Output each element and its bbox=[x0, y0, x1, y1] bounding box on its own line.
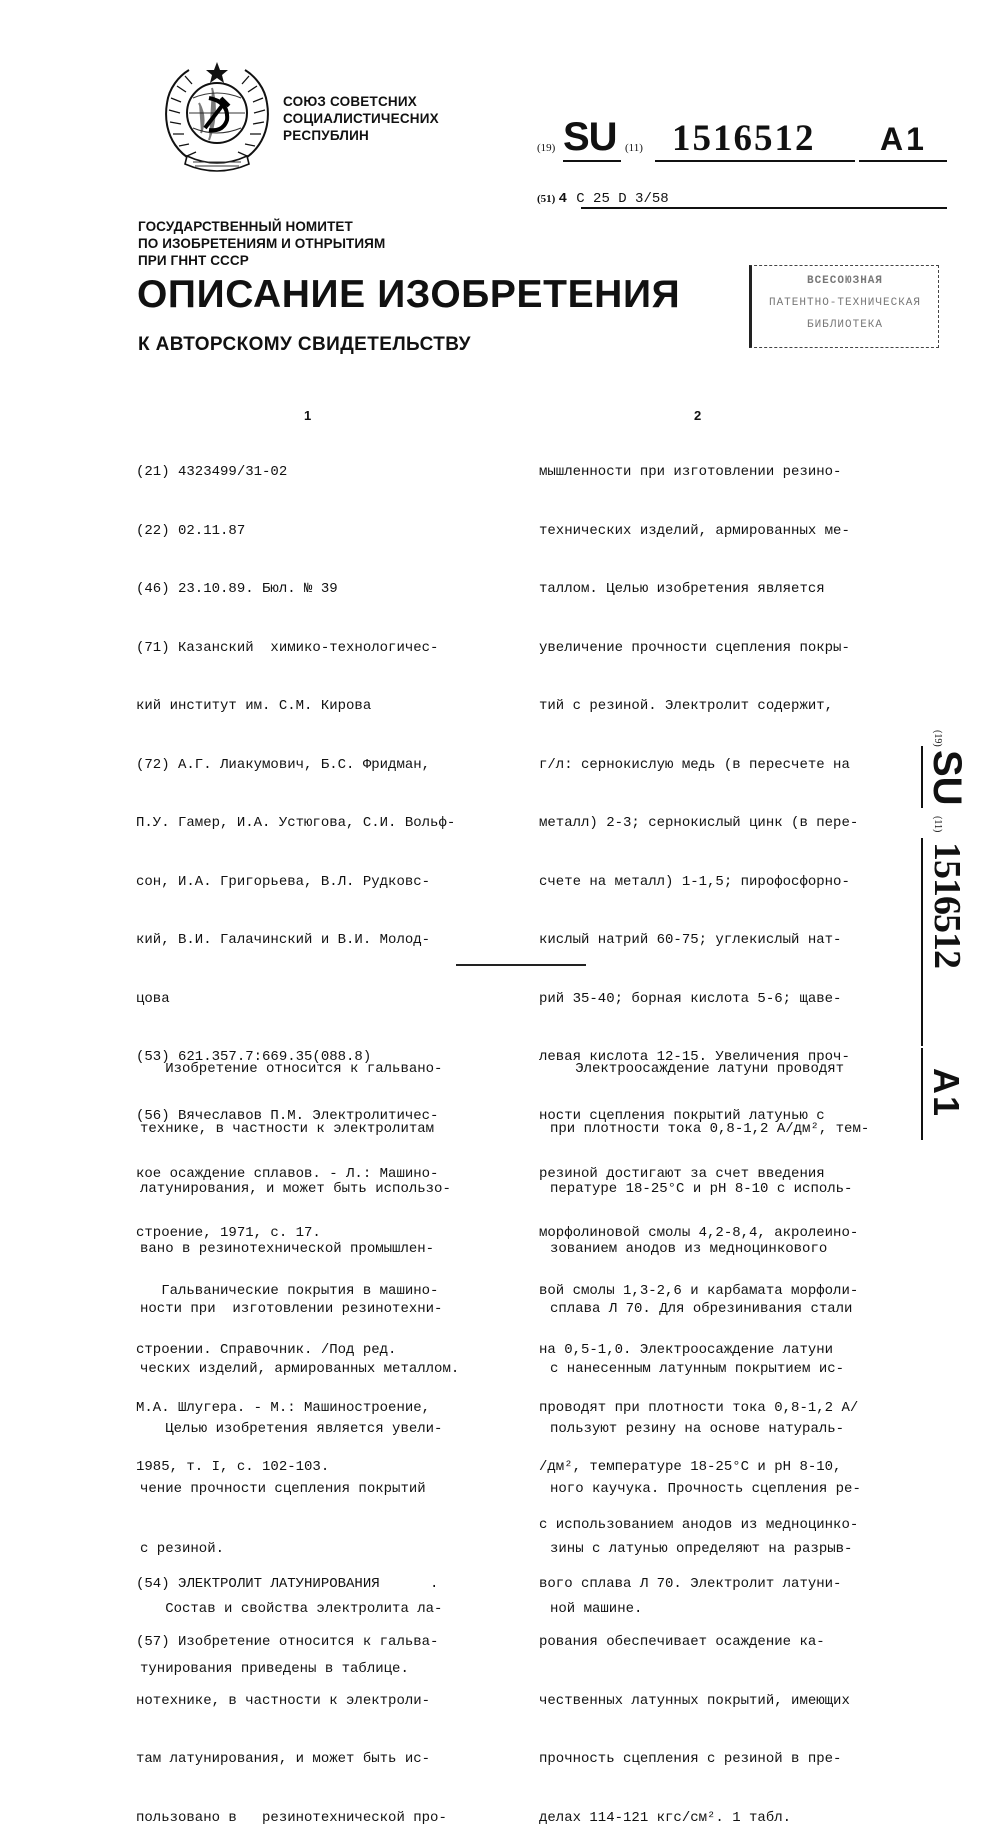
text-line: ческих изделий, армированных металлом. bbox=[140, 1361, 460, 1377]
text-line: (53) 621.357.7:669.35(088.8) bbox=[136, 1049, 372, 1065]
text-line: левая кислота 12-15. Увеличения проч- bbox=[539, 1049, 850, 1065]
text-line: с нанесенным латунным покрытием ис- bbox=[550, 1361, 845, 1377]
text-line: тунирования приведены в таблице. bbox=[140, 1661, 409, 1677]
text-line: кислый натрий 60-75; углекислый нат- bbox=[539, 932, 842, 948]
text-line: М.А. Шлугера. - М.: Машиностроение, bbox=[136, 1400, 431, 1416]
text-line: при плотности тока 0,8-1,2 А/дм², тем- bbox=[550, 1121, 870, 1137]
text-line: 1985, т. I, с. 102-103. bbox=[136, 1458, 330, 1475]
side-number-label: (11) bbox=[932, 816, 943, 833]
text-line: технике, в частности к электролитам bbox=[140, 1121, 435, 1137]
country-line: РЕСПУБЛИН bbox=[283, 128, 369, 143]
country-code: SU bbox=[563, 115, 617, 159]
text-line: увеличение прочности сцепления покры- bbox=[539, 639, 850, 656]
text-line: морфолиновой смолы 4,2-8,4, акролеино- bbox=[539, 1224, 859, 1241]
text-line: вано в резинотехнической промышлен- bbox=[140, 1241, 435, 1257]
text-line: (56) Вячеславов П.М. Электролитичес- bbox=[136, 1107, 439, 1124]
committee-line: ПРИ ГННТ СССР bbox=[138, 253, 249, 268]
country-line: СОЦИАЛИСТИЧЕСНИХ bbox=[283, 111, 439, 126]
underline bbox=[921, 838, 923, 1046]
text-line: ности сцепления покрытий латунью с bbox=[539, 1107, 825, 1124]
text-line: резиной достигают за счет введения bbox=[539, 1166, 825, 1182]
text-line: металл) 2-3; сернокислый цинк (в пере- bbox=[539, 815, 859, 831]
text-line: ного каучука. Прочность сцепления ре- bbox=[550, 1481, 861, 1497]
description-column-right bbox=[550, 1019, 869, 1639]
ussr-emblem-icon bbox=[157, 58, 277, 178]
text-line: (46) 23.10.89. Бюл. № 39 bbox=[136, 581, 338, 597]
ipc-code: C 25 D 3/58 bbox=[576, 191, 669, 207]
description-column-left bbox=[140, 1019, 459, 1699]
text-line: г/л: сернокислую медь (в пересчете на bbox=[539, 756, 850, 773]
text-line: мышленности при изготовлении резино- bbox=[539, 464, 842, 480]
ipc-label: (51) bbox=[537, 193, 556, 205]
text-line: там латунирования, и может быть ис- bbox=[136, 1751, 431, 1767]
underline bbox=[921, 1048, 923, 1140]
patent-kind: A1 bbox=[880, 121, 927, 157]
text-line: на 0,5-1,0. Электроосаждение латуни bbox=[539, 1341, 834, 1358]
text-line: Электроосаждение латуни проводят bbox=[550, 1061, 845, 1077]
text-line: строение, 1971, с. 17. bbox=[136, 1224, 321, 1241]
text-line: Изобретение относится к гальвано- bbox=[140, 1061, 443, 1077]
text-line: таллом. Целью изобретения является bbox=[539, 581, 825, 597]
text-line: кое осаждение сплавов. - Л.: Машино- bbox=[136, 1166, 439, 1182]
text-line: цова bbox=[136, 990, 170, 1007]
text-line: (21) 4323499/31-02 bbox=[136, 464, 288, 480]
country-code-label: (19) bbox=[537, 142, 556, 154]
document-title: ОПИСАНИЕ ИЗОБРЕТЕНИЯ bbox=[137, 273, 681, 316]
patent-number-block bbox=[537, 112, 947, 158]
text-line: пературе 18-25°С и рН 8-10 с исполь- bbox=[550, 1181, 853, 1197]
committee-name bbox=[138, 218, 385, 269]
text-line: кий институт им. С.М. Кирова bbox=[136, 698, 372, 714]
text-line: рий 35-40; борная кислота 5-6; щаве- bbox=[539, 990, 842, 1007]
section-divider bbox=[456, 964, 586, 966]
column-number: 2 bbox=[694, 408, 702, 423]
committee-line: ПО ИЗОБРЕТЕНИЯМ И ОТНРЫТИЯМ bbox=[138, 236, 386, 251]
text-line: строении. Справочник. /Под ред. bbox=[136, 1341, 397, 1358]
text-line: Гальванические покрытия в машино- bbox=[136, 1283, 439, 1299]
text-line: с резиной. bbox=[140, 1541, 225, 1557]
text-line: ной машине. bbox=[550, 1601, 643, 1617]
column-number: 1 bbox=[304, 408, 312, 423]
stamp-line: ВСЕСОЮЗНАЯ bbox=[806, 275, 883, 287]
text-line: счете на металл) 1-1,5; пирофосфорно- bbox=[539, 873, 850, 890]
invention-title-line: (54) ЭЛЕКТРОЛИТ ЛАТУНИРОВАНИЯ . bbox=[136, 1575, 439, 1592]
committee-line: ГОСУДАРСТВЕННЫЙ НОМИТЕТ bbox=[138, 219, 353, 234]
country-name bbox=[283, 93, 439, 144]
number-label: (11) bbox=[625, 142, 643, 154]
library-stamp bbox=[749, 265, 939, 348]
text-line: делах 114-121 кгс/см². 1 табл. bbox=[539, 1809, 792, 1826]
text-line: латунирования, и может быть использо- bbox=[140, 1181, 451, 1197]
text-line: ности при изготовлении резинотехни- bbox=[140, 1301, 443, 1317]
text-line: чественных латунных покрытий, имеющих bbox=[539, 1692, 850, 1709]
underline bbox=[581, 207, 947, 209]
underline bbox=[655, 160, 855, 162]
underline bbox=[859, 160, 947, 162]
text-line: кий, В.И. Галачинский и В.И. Молод- bbox=[136, 932, 431, 948]
side-country-code: SU bbox=[925, 750, 969, 806]
text-line: сон, И.А. Григорьева, В.Л. Рудковс- bbox=[136, 873, 431, 890]
text-line: проводят при плотности тока 0,8-1,2 А/ bbox=[539, 1400, 859, 1416]
text-line: с использованием анодов из медноцинко- bbox=[539, 1517, 859, 1533]
text-line: тий с резиной. Электролит содержит, bbox=[539, 698, 834, 714]
text-line: зованием анодов из медноцинкового bbox=[550, 1241, 828, 1257]
text-line: сплава Л 70. Для обрезинивания стали bbox=[550, 1301, 853, 1317]
underline bbox=[563, 160, 621, 162]
text-line: П.У. Гамер, И.А. Устюгова, С.И. Вольф- bbox=[136, 815, 456, 831]
side-patent-number bbox=[913, 730, 973, 1150]
text-line: (57) Изобретение относится к гальва- bbox=[136, 1634, 439, 1650]
text-line: вого сплава Л 70. Электролит латуни- bbox=[539, 1575, 842, 1592]
ipc-classification bbox=[537, 190, 947, 207]
text-line: (71) Казанский химико-технологичес- bbox=[136, 639, 439, 656]
text-line: рования обеспечивает осаждение ка- bbox=[539, 1634, 825, 1650]
text-line: /дм², температуре 18-25°С и рН 8-10, bbox=[539, 1458, 842, 1475]
side-patent-number-text: 1516512 bbox=[926, 842, 968, 968]
side-country-label: (19) bbox=[932, 730, 943, 747]
stamp-line: ПАТЕНТНО-ТЕХНИЧЕСКАЯ bbox=[768, 297, 922, 309]
ipc-edition: 4 bbox=[558, 191, 567, 207]
text-line: нотехнике, в частности к электроли- bbox=[136, 1692, 431, 1709]
text-line: чение прочности сцепления покрытий bbox=[140, 1481, 426, 1497]
stamp-line: БИБЛИОТЕКА bbox=[806, 319, 883, 331]
side-patent-kind: A1 bbox=[926, 1068, 967, 1119]
text-line: Целью изобретения является увели- bbox=[140, 1421, 443, 1437]
text-line: (72) А.Г. Лиакумович, Б.С. Фридман, bbox=[136, 756, 431, 773]
text-line: пользовано в резинотехнической про- bbox=[136, 1809, 447, 1826]
text-line: прочность сцепления с резиной в пре- bbox=[539, 1751, 842, 1767]
text-line: технических изделий, армированных ме- bbox=[539, 522, 850, 539]
document-subtitle: К АВТОРСКОМУ СВИДЕТЕЛЬСТВУ bbox=[138, 334, 471, 355]
country-line: СОЮЗ СОВЕТСНИХ bbox=[283, 94, 417, 109]
text-line: вой смолы 1,3-2,6 и карбамата морфоли- bbox=[539, 1283, 859, 1299]
text-line: (22) 02.11.87 bbox=[136, 522, 246, 539]
text-line: пользуют резину на основе натураль- bbox=[550, 1421, 845, 1437]
text-line: Состав и свойства электролита ла- bbox=[140, 1601, 443, 1617]
underline bbox=[921, 746, 923, 808]
text-line: зины с латунью определяют на разрыв- bbox=[550, 1541, 853, 1557]
patent-number: 1516512 bbox=[672, 118, 816, 159]
